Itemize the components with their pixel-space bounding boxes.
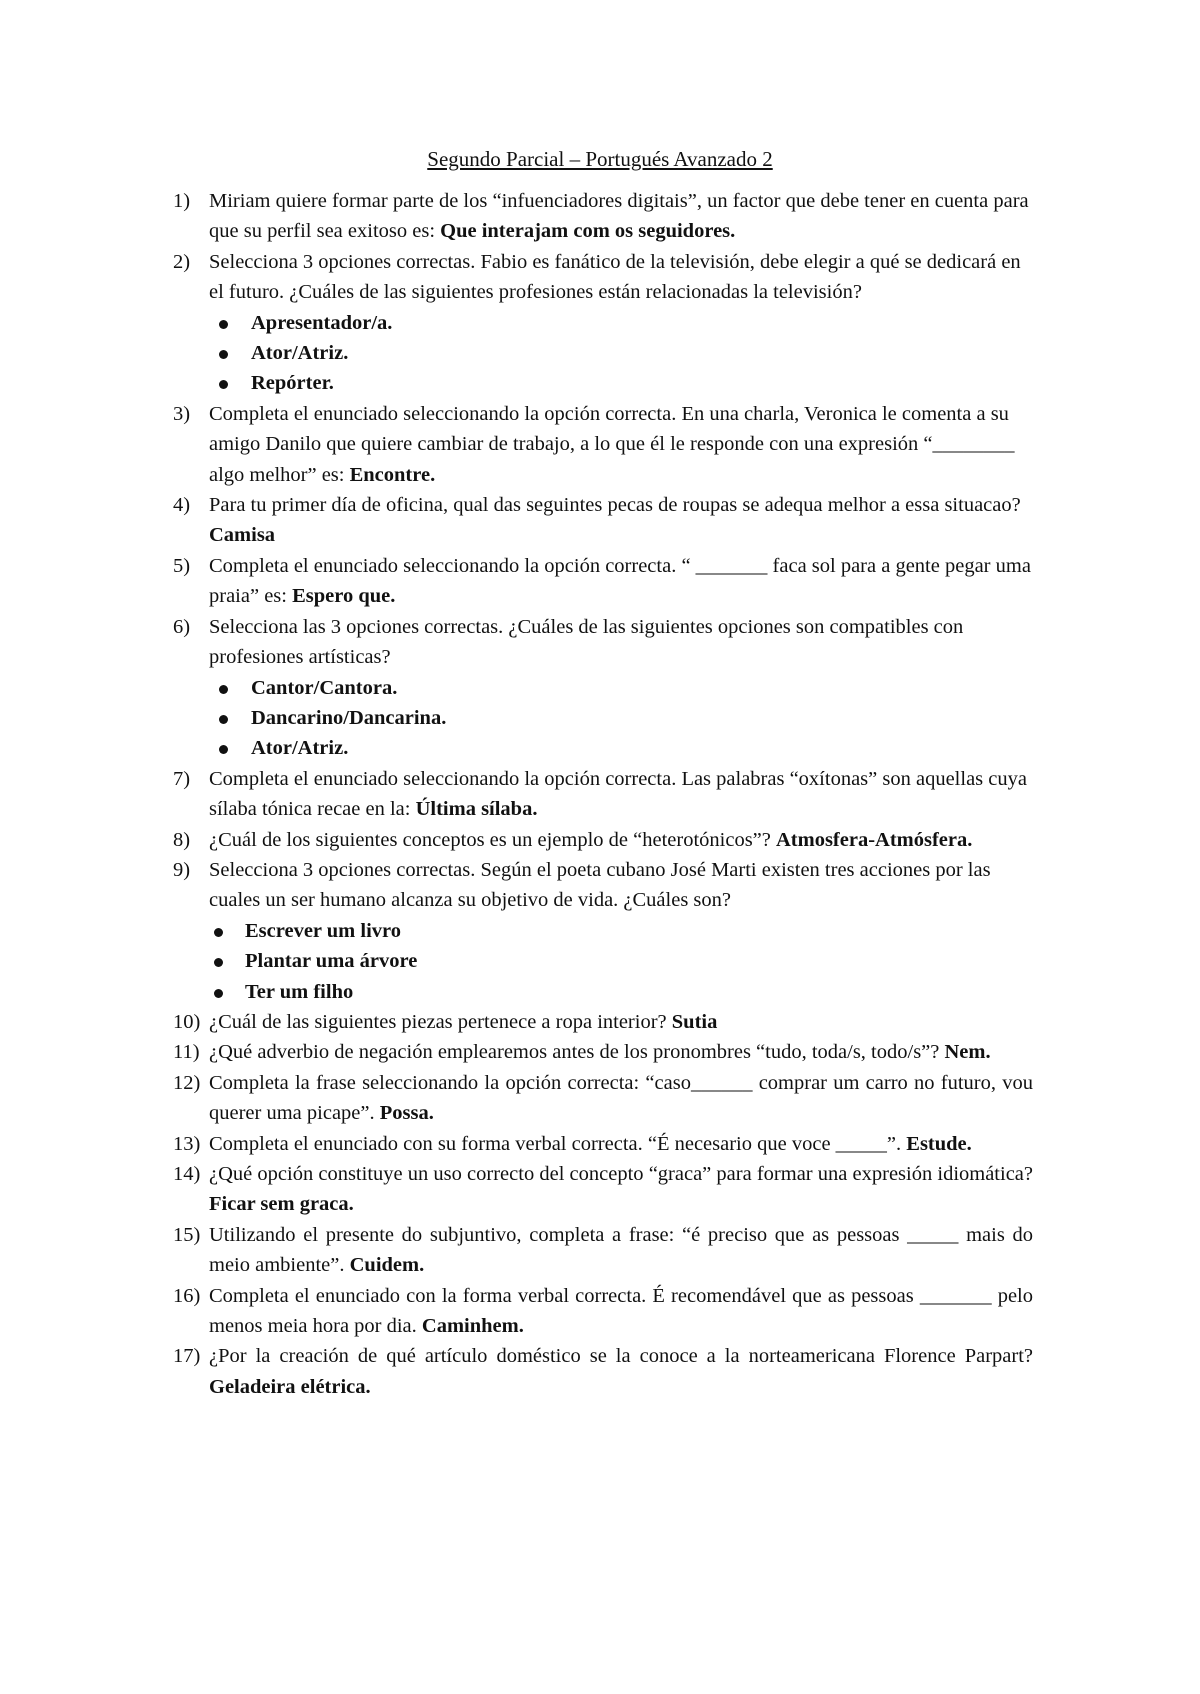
- question-text: Completa el enunciado seleccionando la opción correcta. Las palabras “oxítonas” son aquellas cuya sílaba tónica recae en la:: [209, 767, 1027, 821]
- answer-bullet: [209, 916, 1033, 946]
- answer-bullet-list: [209, 673, 1033, 764]
- question-number: 9): [173, 858, 191, 881]
- answer-bullet-text: Ter um filho: [245, 980, 354, 1003]
- question-item: [173, 612, 1033, 764]
- question-answer: Atmosfera-Atmósfera.: [776, 828, 973, 851]
- answer-bullet: [209, 733, 1033, 763]
- question-body: [209, 1007, 1033, 1037]
- question-number: 11): [173, 1041, 200, 1064]
- answer-bullet-list: [209, 916, 1033, 1007]
- question-answer: Possa.: [379, 1102, 434, 1125]
- answer-bullet-text: Cantor/Cantora.: [251, 676, 398, 699]
- question-answer: Última sílaba.: [415, 798, 538, 821]
- question-answer: Estude.: [906, 1132, 972, 1155]
- question-text: Para tu primer día de oficina, qual das seguintes pecas de roupas se adequa melhor a essa situacao?: [209, 494, 1021, 517]
- answer-bullet: [209, 977, 1033, 1007]
- question-answer: Cuidem.: [349, 1254, 425, 1277]
- question-text: Selecciona 3 opciones correctas. Fabio es fanático de la televisión, debe elegir a qué se dedicará en el futuro. ¿Cuáles de las siguientes profesiones están relacionadas la televisión?: [209, 250, 1021, 304]
- bullet-icon: [219, 745, 228, 754]
- question-text: Completa el enunciado con su forma verbal correcta. “É necesario que voce _____”.: [209, 1132, 907, 1155]
- question-number: 16): [173, 1284, 201, 1307]
- question-text: Utilizando el presente do subjuntivo, completa a frase: “é preciso que as pessoas _____ mais do meio ambiente”.: [209, 1223, 1033, 1277]
- question-number: 10): [173, 1010, 201, 1033]
- question-number: 14): [173, 1163, 201, 1185]
- answer-bullet: [209, 308, 1033, 338]
- question-text: Completa la frase seleccionando la opción correcta: “caso______ comprar um carro no futuro, vou querer uma picape”.: [209, 1071, 1033, 1125]
- question-number: 12): [173, 1071, 201, 1094]
- question-number: 8): [173, 828, 191, 851]
- answer-bullet-text: Plantar uma árvore: [245, 950, 418, 973]
- question-number: 4): [173, 494, 191, 517]
- question-item: [173, 399, 1033, 490]
- answer-bullet: [209, 673, 1033, 703]
- question-body: [209, 1341, 1033, 1402]
- question-body: [209, 612, 1033, 673]
- question-text: Selecciona 3 opciones correctas. Según el poeta cubano José Marti existen tres acciones por las cuales un ser humano alcanza su objetivo de vida. ¿Cuáles son?: [209, 858, 991, 912]
- question-body: [209, 1037, 1033, 1067]
- question-item: [173, 490, 1033, 551]
- question-item: [173, 855, 1033, 1007]
- question-body: [209, 399, 1033, 490]
- bullet-icon: [214, 958, 223, 967]
- answer-bullet-text: Ator/Atriz.: [251, 342, 349, 365]
- question-item: [173, 764, 1033, 825]
- bullet-icon: [219, 320, 228, 329]
- bullet-icon: [219, 715, 228, 724]
- question-item: [173, 1341, 1033, 1402]
- question-text: Miriam quiere formar parte de los “infuenciadores digitais”, un factor que debe tener en cuenta para que su perfil sea exitoso es:: [209, 190, 1029, 243]
- question-body: [209, 1159, 1033, 1220]
- question-body: [209, 825, 1033, 855]
- question-item: [173, 1129, 1033, 1159]
- answer-bullet: [209, 338, 1033, 368]
- question-item: [173, 1220, 1033, 1281]
- question-body: [209, 855, 1033, 916]
- question-answer: Sutia: [671, 1010, 718, 1033]
- question-number: 3): [173, 402, 191, 425]
- question-answer: Que interajam com os seguidores.: [440, 220, 736, 243]
- question-answer: Espero que.: [292, 585, 396, 608]
- answer-bullet-text: Repórter.: [251, 372, 334, 395]
- answer-bullet-text: Ator/Atriz.: [251, 737, 349, 760]
- bullet-icon: [214, 928, 223, 937]
- question-item: [173, 1159, 1033, 1220]
- question-answer: Nem.: [944, 1041, 991, 1064]
- bullet-icon: [219, 350, 228, 359]
- bullet-icon: [214, 989, 223, 998]
- question-body: [209, 551, 1033, 612]
- question-text: ¿Cuál de las siguientes piezas pertenece a ropa interior?: [209, 1010, 672, 1033]
- answer-bullet-text: Dancarino/Dancarina.: [251, 706, 447, 729]
- question-item: [173, 551, 1033, 612]
- question-answer: Geladeira elétrica.: [209, 1375, 371, 1398]
- bullet-icon: [219, 380, 228, 389]
- question-body: [209, 1220, 1033, 1281]
- answer-bullet: [209, 946, 1033, 976]
- question-item: [173, 1281, 1033, 1342]
- question-answer: Caminhem.: [421, 1315, 524, 1338]
- question-text: ¿Por la creación de qué artículo doméstico se la conoce a la norteamericana Florence Parpart?: [209, 1345, 1033, 1368]
- question-number: 1): [173, 190, 191, 212]
- question-body: [209, 1281, 1033, 1342]
- page-title: Segundo Parcial – Portugués Avanzado 2: [427, 147, 773, 171]
- question-number: 6): [173, 615, 191, 638]
- question-number: 2): [173, 250, 191, 273]
- answer-bullet-text: Apresentador/a.: [251, 311, 393, 334]
- question-answer: Ficar sem graca.: [209, 1193, 354, 1216]
- question-number: 15): [173, 1223, 201, 1246]
- question-text: ¿Cuál de los siguientes conceptos es un ejemplo de “heterotónicos”?: [209, 828, 776, 851]
- answer-bullet: [209, 368, 1033, 398]
- answer-bullet-text: Escrever um livro: [245, 919, 402, 942]
- question-body: [209, 247, 1033, 308]
- question-text: Completa el enunciado con la forma verbal correcta. É recomendável que as pessoas _______ pelo menos meia hora por dia.: [209, 1284, 1033, 1338]
- question-number: 7): [173, 767, 191, 790]
- question-item: [173, 1007, 1033, 1037]
- bullet-icon: [219, 685, 228, 694]
- question-text: Completa el enunciado seleccionando la opción correcta. “ _______ faca sol para a gente pegar uma praia” es:: [209, 554, 1031, 608]
- question-number: 17): [173, 1345, 201, 1368]
- question-item: [173, 247, 1033, 399]
- answer-bullet: [209, 703, 1033, 733]
- question-body: [209, 1068, 1033, 1129]
- question-item: [173, 1068, 1033, 1129]
- question-body: [209, 1129, 1033, 1159]
- question-number: 5): [173, 554, 191, 577]
- question-answer: Camisa: [209, 524, 276, 547]
- question-text: ¿Qué adverbio de negación emplearemos antes de los pronombres “tudo, toda/s, todo/s”?: [209, 1041, 945, 1064]
- question-list: [173, 186, 1033, 1402]
- question-text: ¿Qué opción constituye un uso correcto del concepto “graca” para formar una expresión idiomática?: [209, 1163, 1033, 1185]
- question-number: 13): [173, 1132, 201, 1155]
- question-item: [173, 1037, 1033, 1067]
- question-item: [173, 825, 1033, 855]
- question-text: Completa el enunciado seleccionando la opción correcta. En una charla, Veronica le comenta a su amigo Danilo que quiere cambiar de trabajo, a lo que él le responde con una expresión “________ algo melhor” es:: [209, 402, 1015, 486]
- question-body: [209, 186, 1033, 247]
- question-body: [209, 490, 1033, 551]
- question-item: [173, 186, 1033, 247]
- question-body: [209, 764, 1033, 825]
- question-answer: Encontre.: [349, 463, 436, 486]
- question-text: Selecciona las 3 opciones correctas. ¿Cuáles de las siguientes opciones son compatibles con profesiones artísticas?: [209, 615, 964, 669]
- answer-bullet-list: [209, 308, 1033, 399]
